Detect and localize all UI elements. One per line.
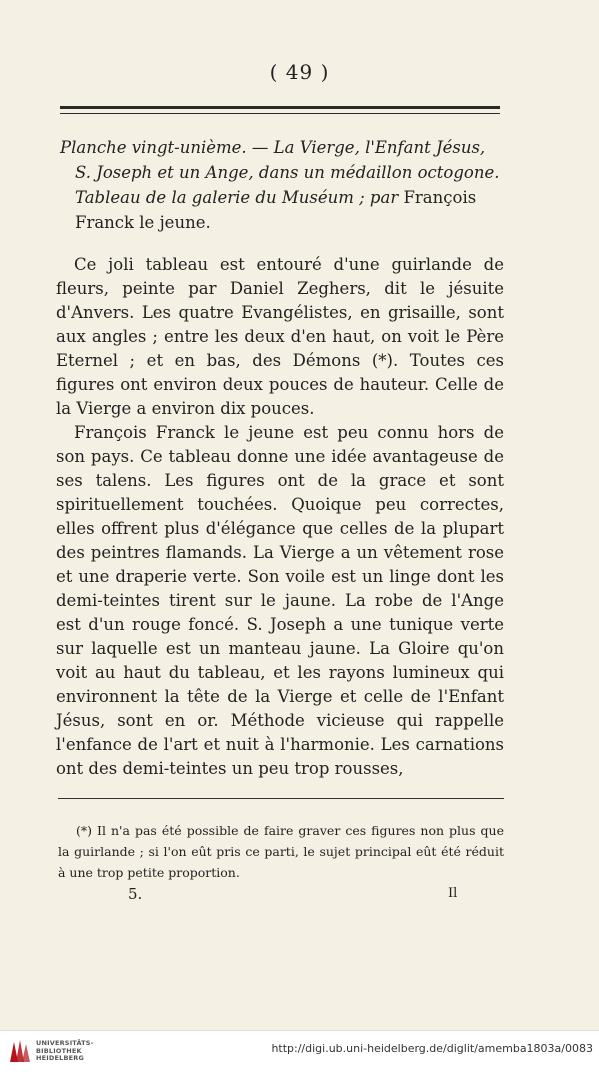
library-footer	[0, 1030, 599, 1072]
page-number: ( 49 )	[269, 60, 330, 84]
library-name-line-1: UNIVERSITÄTS-	[36, 1039, 94, 1047]
header-rule-thick	[60, 106, 500, 109]
heading-line-1: Planche vingt-unième. — La Vierge, l'Enfant Jésus,	[60, 138, 486, 157]
library-name	[36, 1040, 94, 1063]
footnote-rule	[58, 798, 504, 799]
catchword: Il	[448, 886, 458, 901]
heading-line-3-italic: Tableau de la galerie du Muséum ; par	[75, 188, 399, 207]
library-name-line-2: BIBLIOTHEK	[36, 1046, 82, 1055]
signature-mark: 5.	[128, 885, 143, 903]
header-rule-thin	[60, 113, 500, 114]
footnote: (*) Il n'a pas été possible de faire graver ces figures non plus que la guirlande ; si l'on eût pris ce parti, le sujet principal eût été réduit à une trop petite proportion.	[58, 823, 504, 880]
source-url-link[interactable]: http://digi.ub.uni-heidelberg.de/diglit/amemba1803a/0083	[271, 1042, 593, 1055]
paragraph-1: Ce joli tableau est entouré d'une guirlande de fleurs, peinte par Daniel Zeghers, dit le jésuite d'Anvers. Les quatre Evangélistes, en grisaille, sont aux angles ; entre les deux d'en haut, on voit le Père Eternel ; et en bas, des Démons (*). Toutes ces figures ont environ deux pouces de hauteur. Celle de la Vierge a environ dix pouces.	[56, 255, 504, 418]
heading-line-2: S. Joseph et un Ange, dans un médaillon octogone.	[75, 163, 500, 182]
heading-line-4: Franck le jeune.	[75, 213, 211, 232]
body-text	[56, 253, 504, 781]
library-name-line-3: HEIDELBERG	[36, 1054, 85, 1062]
heading-line-3-upright: François	[398, 188, 477, 207]
paragraph-2: François Franck le jeune est peu connu hors de son pays. Ce tableau donne une idée avantageuse de ses talens. Les figures ont de la grace et sont spirituellement touchées. Quoique peu correctes, elles offrent plus d'élégance que celles de la plupart des peintres flamands. La Vierge a un vêtement rose et une draperie verte. Son voile est un linge dont les demi-teintes tirent sur le jaune. La robe de l'Ange est d'un rouge foncé. S. Joseph a une tunique verte sur laquelle est un manteau jaune. La Gloire qu'on voit au haut du tableau, et les rayons lumineux qui environnent la tête de la Vierge et celle de l'Enfant Jésus, sont en or. Méthode vicieuse qui rappelle l'enfance de l'art et nuit à l'harmonie. Les carnations ont des demi-teintes un peu trop rousses,	[56, 423, 504, 778]
plate-heading	[60, 135, 502, 235]
university-library-logo-icon	[8, 1038, 32, 1064]
heading-line-3	[60, 185, 502, 210]
